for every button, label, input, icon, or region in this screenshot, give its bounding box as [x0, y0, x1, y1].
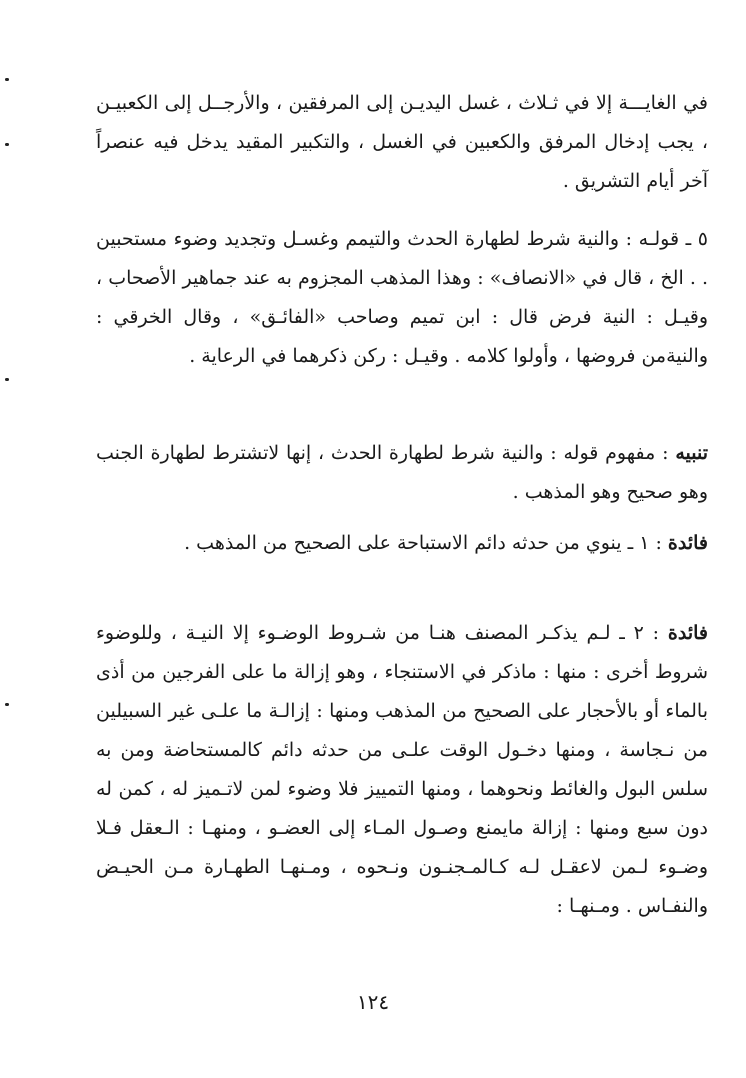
scan-edge-mark — [5, 143, 9, 146]
scan-edge-mark — [5, 78, 9, 81]
scan-edge-mark — [5, 378, 9, 381]
paragraph-text: : ٢ ـ لـم يذكـر المصنف هنـا من شـروط الوضـوء إلا النيـة ، وللوضوء شروط أخرى : منها : ماذكر في الاستنجاء ، وهو إزالة ما على الفرجين من أذى بالماء أو بالأحجار على الصحيح من المذهب ومنها : إزالـة ما علـى غير السبيلين من نـجاسة ، ومنها دخـول الوقت علـى من حدثه دائم كالمستحاضة ومن به سلس البول والغائط ونحوهما ، ومنها التمييز فلا وضوء لمن لاتـميز له ، كمن له دون سبع ومنها : إزالة مايمنع وصـول المـاء إلى العضـو ، ومنهـا : الـعقل فـلا وضـوء لـمن لاعقـل لـه كـالمـجنـون ونـحوه ، ومـنهـا الطهـارة مـن الحيـض والنفـاس . ومـنهـا : — [96, 622, 708, 917]
scan-edge-mark — [5, 703, 9, 706]
paragraph-tanbih — [96, 434, 708, 512]
paragraph-note-5 — [96, 220, 708, 376]
page-number: ١٢٤ — [356, 990, 390, 1014]
paragraph-continuation — [96, 84, 708, 201]
paragraph-label: فائدة — [667, 622, 708, 644]
paragraph-text: في الغايـــة إلا في ثـلاث ، غسل اليديـن إلى المرفقين ، والأرجــل إلى الكعبيـن ، يجب إدخال المرفق والكعبين في الغسل ، والتكبير المقيد يدخل فيه عنصراً آخر أيام التشريق . — [96, 92, 708, 192]
paragraph-label: فائدة — [667, 532, 708, 554]
paragraph-text: ٥ ـ قولـه : والنية شرط لطهارة الحدث والتيمم وغسـل وتجديد وضوء مستحبين . . الخ ، قال في «الانصاف» : وهذا المذهب المجزوم به عند جماهير الأصحاب ، وقيـل : النية فرض قال : ابن تميم وصاحب «الفائـق» ، وقال الخرقي : والنيةمن فروضها ، وأولوا كلامه . وقيـل : ركن ذكرهما في الرعاية . — [96, 228, 708, 367]
paragraph-faida-2 — [96, 614, 708, 926]
paragraph-text: : مفهوم قوله : والنية شرط لطهارة الحدث ، إنها لاتشترط لطهارة الجنب وهو صحيح وهو المذهب . — [96, 442, 708, 503]
paragraph-label: تنبيه — [675, 442, 708, 464]
paragraph-faida-1 — [96, 524, 708, 563]
paragraph-text: : ١ ـ ينوي من حدثه دائم الاستباحة على الصحيح من المذهب . — [184, 532, 662, 554]
